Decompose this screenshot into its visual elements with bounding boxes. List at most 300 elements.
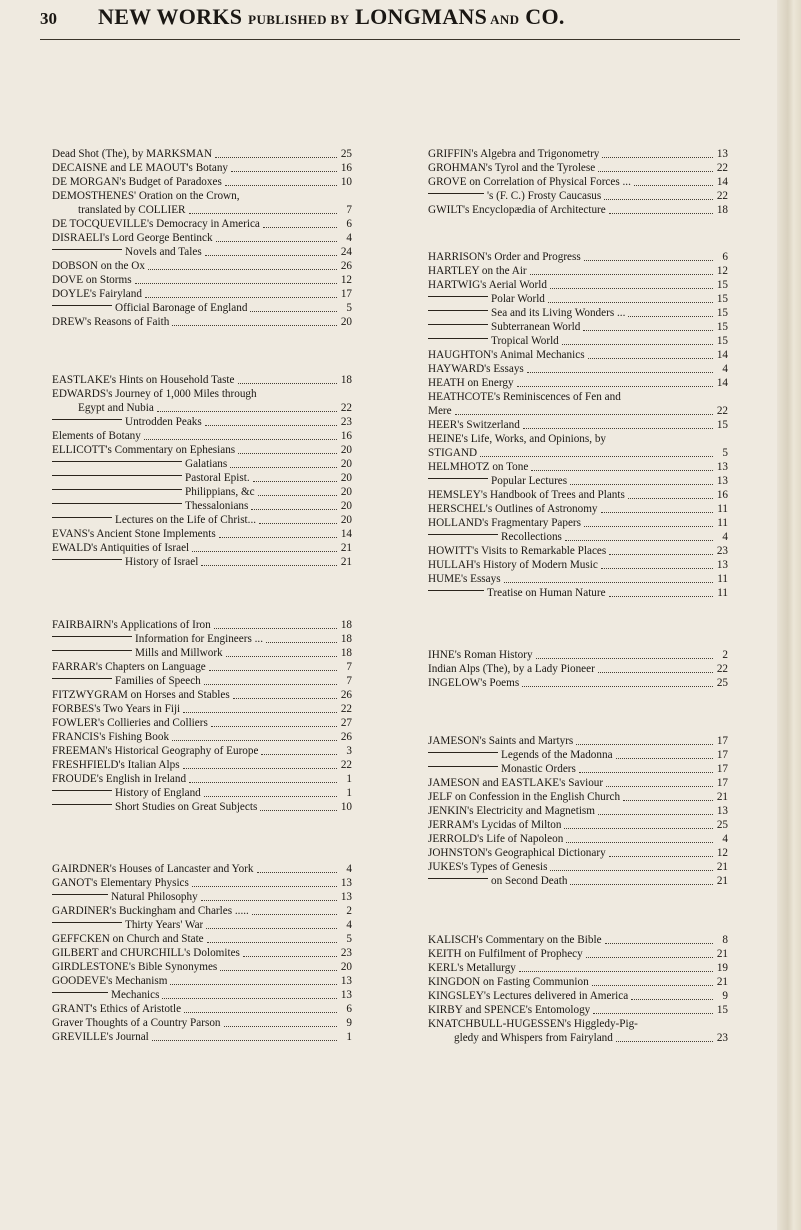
leader-dots (550, 870, 713, 871)
leader-dots (564, 828, 713, 829)
entry-title: Elements of Botany (52, 430, 141, 442)
index-entry (428, 418, 728, 432)
page-reference: 20 (340, 316, 352, 328)
index-entry (52, 932, 352, 946)
index-entry (52, 499, 352, 513)
page-reference: 16 (340, 430, 352, 442)
page-reference: 4 (346, 919, 352, 931)
entry-title: on Second Death (428, 874, 567, 888)
leader-dots (609, 213, 713, 214)
page-reference: 20 (340, 500, 352, 512)
page-reference: 6 (346, 1003, 352, 1015)
entry-title: Indian Alps (The), by a Lady Pioneer (428, 663, 595, 675)
index-group (428, 933, 728, 1045)
index-entry (428, 147, 728, 161)
entry-title: FORBES's Two Years in Fiji (52, 703, 181, 715)
page-reference: 5 (346, 302, 352, 314)
entry-title: KIRBY and SPENCE's Entomology (428, 1004, 591, 1016)
leader-dots (601, 512, 713, 513)
leader-dots (598, 814, 713, 815)
index-entry (52, 918, 352, 932)
entry-title: HERSCHEL's Outlines of Astronomy (428, 503, 598, 515)
leader-dots (205, 255, 337, 256)
index-entry (52, 429, 352, 443)
index-entry (52, 786, 352, 800)
leader-dots (609, 554, 713, 555)
page-reference: 22 (716, 405, 728, 417)
page-reference: 14 (716, 349, 728, 361)
ditto-dash (52, 419, 122, 420)
index-entry (52, 960, 352, 974)
entry-title: GREVILLE's Journal (52, 1031, 149, 1043)
entry-title: Legends of the Madonna (428, 748, 613, 762)
index-entry (428, 762, 728, 776)
page-reference: 11 (717, 573, 728, 585)
leader-dots (145, 297, 337, 298)
leader-dots (192, 886, 337, 887)
page-reference: 21 (716, 861, 728, 873)
entry-title: Recollections (428, 530, 562, 544)
ditto-dash (52, 790, 112, 791)
entry-title: KEITH on Fulfilment of Prophecy (428, 948, 583, 960)
entry-title: JAMESON and EASTLAKE's Saviour (428, 777, 604, 789)
page-reference: 4 (722, 833, 728, 845)
entry-title: JAMESON's Saints and Martyrs (428, 735, 574, 747)
index-entry (52, 287, 352, 301)
index-entry (428, 933, 728, 947)
entry-title: Tropical World (428, 334, 559, 348)
page-reference: 26 (340, 260, 352, 272)
entry-title: Galatians (52, 457, 227, 471)
leader-dots (586, 957, 713, 958)
index-group (428, 734, 728, 888)
index-entry (428, 961, 728, 975)
page-reference: 10 (340, 176, 352, 188)
page-reference: 3 (346, 745, 352, 757)
page-reference: 17 (716, 763, 728, 775)
leader-dots (231, 171, 337, 172)
index-entry (428, 320, 728, 334)
index-entry (52, 147, 352, 161)
index-entry (52, 974, 352, 988)
page-reference: 5 (346, 933, 352, 945)
entry-title: INGELOW's Poems (428, 677, 520, 689)
index-entry (428, 362, 728, 376)
leader-dots (584, 260, 713, 261)
index-group (428, 648, 728, 690)
leader-dots (576, 744, 713, 745)
page-reference: 7 (346, 661, 352, 673)
ditto-dash (428, 878, 488, 879)
page-reference: 14 (716, 176, 728, 188)
index-entry (52, 315, 352, 329)
leader-dots (527, 372, 713, 373)
leader-dots (455, 414, 713, 415)
entry-title: KNATCHBULL-HUGESSEN's Higgledy-Pig- (428, 1018, 638, 1030)
leader-dots (162, 998, 337, 999)
ditto-dash (52, 922, 122, 923)
index-entry (428, 975, 728, 989)
ditto-dash (428, 478, 488, 479)
entry-title: DOVE on Storms (52, 274, 132, 286)
entry-title: EASTLAKE's Hints on Household Taste (52, 374, 235, 386)
index-entry (52, 161, 352, 175)
page-reference: 18 (340, 633, 352, 645)
index-entry (428, 161, 728, 175)
index-entry (428, 516, 728, 530)
index-entry (52, 457, 352, 471)
index-entry (428, 306, 728, 320)
index-entry (52, 387, 352, 401)
entry-title: Thirty Years' War (52, 918, 203, 932)
entry-title: HEATHCOTE's Reminiscences of Fen and (428, 391, 621, 403)
leader-dots (598, 672, 713, 673)
index-entry (428, 1031, 728, 1045)
entry-title: IHNE's Roman History (428, 649, 533, 661)
entry-title: GARDINER's Buckingham and Charles ..... (52, 905, 249, 917)
index-entry (52, 443, 352, 457)
leader-dots (548, 302, 713, 303)
leader-dots (592, 985, 713, 986)
entry-title: GOODEVE's Mechanism (52, 975, 168, 987)
index-entry (52, 988, 352, 1002)
leader-dots (583, 330, 713, 331)
leader-dots (148, 269, 337, 270)
leader-dots (562, 344, 713, 345)
leader-dots (226, 656, 337, 657)
index-entry (428, 292, 728, 306)
leader-dots (522, 686, 713, 687)
page-reference: 13 (340, 877, 352, 889)
entry-title: DOYLE's Fairyland (52, 288, 142, 300)
entry-title: DE MORGAN's Budget of Paradoxes (52, 176, 222, 188)
index-entry (52, 876, 352, 890)
entry-title: HAYWARD's Essays (428, 363, 524, 375)
index-entry (52, 946, 352, 960)
ditto-dash (52, 804, 112, 805)
page-reference: 11 (717, 517, 728, 529)
index-entry (52, 702, 352, 716)
index-entry (52, 904, 352, 918)
leader-dots (183, 712, 337, 713)
page-reference: 21 (716, 976, 728, 988)
page-reference: 22 (340, 703, 352, 715)
page-reference: 20 (340, 961, 352, 973)
entry-title: Untrodden Peaks (52, 415, 202, 429)
entry-title: Popular Lectures (428, 474, 567, 488)
index-entry (52, 555, 352, 569)
leader-dots (206, 928, 337, 929)
leader-dots (602, 157, 713, 158)
leader-dots (605, 943, 713, 944)
entry-title: Philippians, &c (52, 485, 255, 499)
leader-dots (530, 274, 713, 275)
entry-title: FREEMAN's Historical Geography of Europe (52, 745, 259, 757)
leader-dots (225, 185, 337, 186)
page-reference: 18 (716, 204, 728, 216)
entry-title: History of England (52, 786, 201, 800)
leader-dots (588, 358, 713, 359)
index-entry (428, 334, 728, 348)
leader-dots (207, 942, 337, 943)
entry-title: gledy and Whispers from Fairyland (454, 1032, 613, 1044)
entry-title: FRANCIS's Fishing Book (52, 731, 170, 743)
index-entry (52, 716, 352, 730)
entry-title: DE TOCQUEVILLE's Democracy in America (52, 218, 260, 230)
leader-dots (157, 411, 337, 412)
entry-title: ELLICOTT's Commentary on Ephesians (52, 444, 236, 456)
entry-title: GEFFCKEN on Church and State (52, 933, 204, 945)
page-reference: 23 (340, 947, 352, 959)
page-reference: 22 (716, 162, 728, 174)
leader-dots (584, 526, 713, 527)
entry-title: Sea and its Living Wonders ... (428, 306, 625, 320)
leader-dots (192, 551, 337, 552)
entry-title: GANOT's Elementary Physics (52, 877, 189, 889)
index-entry (428, 474, 728, 488)
entry-title: GRIFFIN's Algebra and Trigonometry (428, 148, 600, 160)
page-reference: 17 (716, 735, 728, 747)
page-reference: 18 (340, 647, 352, 659)
leader-dots (616, 758, 713, 759)
entry-title: DREW's Reasons of Faith (52, 316, 170, 328)
index-entry (52, 513, 352, 527)
page-reference: 9 (722, 990, 728, 1002)
entry-title: Egypt and Nubia (78, 402, 154, 414)
page-reference: 12 (716, 265, 728, 277)
leader-dots (531, 470, 713, 471)
page-reference: 13 (716, 475, 728, 487)
index-entry (52, 800, 352, 814)
index-entry (428, 734, 728, 748)
index-entry (52, 772, 352, 786)
entry-title: Official Baronage of England (52, 301, 247, 315)
entry-title: HUME's Essays (428, 573, 501, 585)
leader-dots (152, 1040, 337, 1041)
entry-title: HULLAH's History of Modern Music (428, 559, 598, 571)
entry-title: HARTLEY on the Air (428, 265, 527, 277)
leader-dots (209, 670, 337, 671)
page-reference: 21 (716, 948, 728, 960)
page-reference: 4 (722, 363, 728, 375)
index-entry (428, 250, 728, 264)
page-reference: 26 (340, 689, 352, 701)
ditto-dash (52, 650, 132, 651)
ditto-dash (52, 517, 112, 518)
page-reference: 16 (716, 489, 728, 501)
ditto-dash (428, 324, 488, 325)
index-entry (428, 530, 728, 544)
index-entry (428, 748, 728, 762)
index-entry (428, 278, 728, 292)
ditto-dash (52, 461, 182, 462)
header-rule (40, 39, 740, 40)
entry-title: HARTWIG's Aerial World (428, 279, 547, 291)
leader-dots (243, 956, 337, 957)
page-reference: 22 (716, 663, 728, 675)
leader-dots (628, 316, 713, 317)
page-reference: 15 (716, 321, 728, 333)
ditto-dash (52, 305, 112, 306)
index-entry (428, 488, 728, 502)
page-reference: 9 (346, 1017, 352, 1029)
page-reference: 17 (716, 777, 728, 789)
page-reference: 16 (340, 162, 352, 174)
page-reference: 22 (340, 402, 352, 414)
index-entry (52, 301, 352, 315)
index-entry (52, 189, 352, 203)
entry-title: Information for Engineers ... (52, 632, 263, 646)
index-entry (52, 373, 352, 387)
index-entry (52, 1030, 352, 1044)
leader-dots (261, 754, 337, 755)
leader-dots (219, 537, 337, 538)
entry-title: HOWITT's Visits to Remarkable Places (428, 545, 607, 557)
index-entry (428, 818, 728, 832)
leader-dots (504, 582, 713, 583)
ditto-dash (428, 766, 498, 767)
index-entry (428, 676, 728, 690)
page-reference: 21 (716, 791, 728, 803)
entry-title: STIGAND (428, 447, 478, 459)
page-reference: 22 (716, 190, 728, 202)
page-reference: 23 (716, 545, 728, 557)
leader-dots (517, 386, 713, 387)
index-entry (52, 527, 352, 541)
page-reference: 2 (722, 649, 728, 661)
page-reference: 1 (346, 773, 352, 785)
leader-dots (238, 383, 337, 384)
index-entry (52, 674, 352, 688)
page-reference: 11 (717, 503, 728, 515)
index-entry (428, 404, 728, 418)
leader-dots (609, 596, 713, 597)
page-reference: 1 (346, 787, 352, 799)
page-reference: 4 (722, 531, 728, 543)
entry-title: Treatise on Human Nature (428, 586, 606, 600)
leader-dots (252, 914, 337, 915)
page-reference: 26 (340, 731, 352, 743)
index-entry (52, 1002, 352, 1016)
index-entry (52, 541, 352, 555)
index-group (428, 147, 728, 217)
ditto-dash (52, 475, 182, 476)
entry-title: Monastic Orders (428, 762, 576, 776)
entry-title: DEMOSTHENES' Oration on the Crown, (52, 190, 240, 202)
page-reference: 17 (340, 288, 352, 300)
page-reference: 23 (716, 1032, 728, 1044)
leader-dots (211, 726, 337, 727)
leader-dots (634, 185, 713, 186)
leader-dots (189, 213, 338, 214)
entry-title: History of Israel (52, 555, 198, 569)
entry-title: HOLLAND's Fragmentary Papers (428, 517, 582, 529)
index-entry (52, 471, 352, 485)
index-entry (52, 273, 352, 287)
entry-title: Polar World (428, 292, 545, 306)
right-column (428, 147, 728, 1075)
leader-dots (519, 971, 713, 972)
entry-title: JENKIN's Electricity and Magnetism (428, 805, 595, 817)
entry-title: Lectures on the Life of Christ... (52, 513, 256, 527)
leader-dots (220, 970, 337, 971)
page-reference: 12 (340, 274, 352, 286)
page-reference: 22 (340, 759, 352, 771)
index-entry (428, 432, 728, 446)
leader-dots (260, 810, 337, 811)
leader-dots (135, 283, 337, 284)
page-reference: 27 (340, 717, 352, 729)
index-group (52, 618, 352, 814)
leader-dots (263, 227, 337, 228)
page-reference: 13 (340, 891, 352, 903)
entry-title: DISRAELI's Lord George Bentinck (52, 232, 213, 244)
entry-title: FITZWYGRAM on Horses and Stables (52, 689, 230, 701)
leader-dots (204, 684, 337, 685)
leader-dots (224, 1026, 337, 1027)
index-entry (52, 744, 352, 758)
index-entry (52, 401, 352, 415)
index-entry (52, 203, 352, 217)
leader-dots (172, 325, 337, 326)
index-entry (428, 502, 728, 516)
index-entry (428, 376, 728, 390)
entry-title: EVANS's Ancient Stone Implements (52, 528, 216, 540)
index-entry (428, 804, 728, 818)
leader-dots (566, 842, 713, 843)
leader-dots (258, 495, 337, 496)
entry-title: FROUDE's English in Ireland (52, 773, 187, 785)
index-entry (428, 544, 728, 558)
leader-dots (579, 772, 713, 773)
page-number: 30 (40, 9, 57, 28)
page-reference: 19 (716, 962, 728, 974)
page-reference: 24 (340, 246, 352, 258)
entry-title: JERROLD's Life of Napoleon (428, 833, 564, 845)
entry-title: EWALD's Antiquities of Israel (52, 542, 190, 554)
entry-title: Natural Philosophy (52, 890, 198, 904)
leader-dots (144, 439, 337, 440)
ditto-dash (52, 559, 122, 560)
entry-title: KERL's Metallurgy (428, 962, 516, 974)
index-entry (428, 832, 728, 846)
page-reference: 1 (346, 1031, 352, 1043)
index-entry (428, 790, 728, 804)
entry-title: Mere (428, 405, 452, 417)
page-reference: 2 (346, 905, 352, 917)
page-reference: 25 (716, 819, 728, 831)
index-entry (52, 632, 352, 646)
leader-dots (606, 786, 713, 787)
leader-dots (183, 768, 337, 769)
leader-dots (201, 565, 337, 566)
leader-dots (215, 157, 337, 158)
index-entry (428, 175, 728, 189)
index-entry (52, 758, 352, 772)
index-entry (428, 989, 728, 1003)
page-title: NEW WORKS PUBLISHED BY LONGMANS AND CO. (98, 4, 565, 29)
ditto-dash (428, 310, 488, 311)
index-entry (428, 189, 728, 203)
index-entry (428, 446, 728, 460)
index-entry (52, 618, 352, 632)
ditto-dash (428, 296, 488, 297)
index-entry (52, 217, 352, 231)
page-reference: 15 (716, 419, 728, 431)
page-reference: 15 (716, 335, 728, 347)
index-entry (52, 415, 352, 429)
index-entry (52, 646, 352, 660)
